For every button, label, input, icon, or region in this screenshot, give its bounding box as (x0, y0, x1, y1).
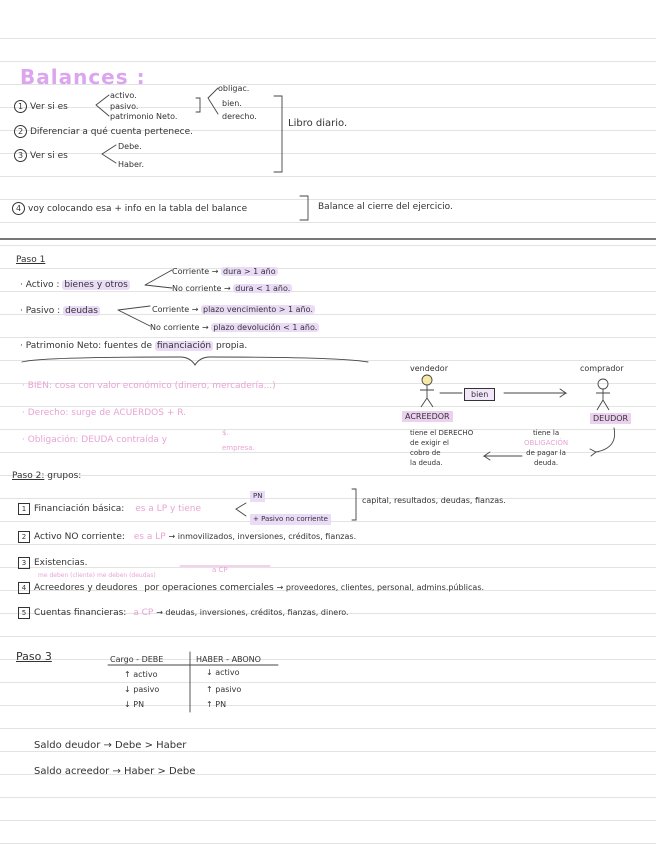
bracket-libro-diario (274, 96, 282, 172)
paso-1-heading: Paso 1 (16, 255, 46, 265)
option-activo: activo. (110, 91, 137, 100)
pasivo-no-corriente: No corriente → plazo devolución < 1 año. (150, 323, 318, 332)
fb-sub-pn: PN (250, 491, 265, 502)
bracket-balance (300, 196, 308, 220)
obligacion-definition: · Obligación: DEUDA contraída y (22, 435, 168, 445)
step-2-label: Diferenciar a qué cuenta pertenece. (30, 127, 193, 137)
bracket-y (196, 98, 200, 112)
step-1-label: Ver si es (30, 102, 68, 112)
vendedor-figure (420, 375, 434, 407)
libro-diario-label: Libro diario. (288, 118, 348, 129)
desc-text: de pagar la (526, 449, 566, 457)
haber-item: ↑ pasivo (206, 685, 242, 694)
group-rest: → inmovilizados, inversiones, créditos, fianzas. (168, 532, 357, 541)
col-debe-header: Cargo - DEBE (110, 655, 164, 664)
debe-item: ↓ PN (124, 700, 145, 709)
fb-sub-pasivo: + Pasivo no corriente (250, 514, 331, 525)
activo-no-corriente: No corriente → dura < 1 año. (172, 284, 291, 293)
activo-label: · Activo : (20, 280, 60, 290)
desc-text: OBLIGACIÓN (524, 439, 569, 447)
desc-text: tiene la (532, 429, 560, 437)
pn-end: propia. (215, 341, 248, 351)
debe-item: ↓ pasivo (124, 685, 160, 694)
group-number: 3 (18, 557, 30, 569)
pasivo-no-corriente-result: plazo devolución < 1 año. (213, 323, 318, 332)
desc-text: cobro de (410, 449, 441, 457)
pasivo-corriente-result: plazo vencimiento > 1 año. (203, 305, 313, 314)
sub-derecho: derecho. (222, 112, 257, 121)
brace-step-3 (102, 145, 116, 163)
pasivo-label: · Pasivo : (20, 306, 61, 316)
group-rest: → deudas, inversiones, créditos, fianzas, dinero. (156, 608, 349, 617)
obligacion-sub-2: empresa. (222, 444, 255, 452)
option-pasivo: pasivo. (110, 102, 139, 111)
col-haber-header: HABER - ABONO (196, 655, 261, 664)
comprador-figure (596, 379, 610, 410)
fb-bracket (352, 489, 356, 520)
haber-item: ↑ PN (206, 700, 227, 709)
activo-corriente: Corriente → dura > 1 año (172, 267, 276, 276)
activo-branch (145, 270, 172, 288)
activo-no-corriente-result: dura < 1 año. (235, 284, 291, 293)
pasivo-highlight: deudas (65, 306, 98, 316)
step-number: 3 (14, 149, 27, 162)
step-3-label: Ver si es (30, 151, 68, 161)
note-deudas: me deben (deudas) (96, 572, 156, 579)
acreedor-label: ACREEDOR (402, 411, 453, 422)
activo-corriente-label: Corriente (172, 267, 210, 276)
activo-corriente-result: dura > 1 año (223, 267, 276, 276)
pn-label: · Patrimonio Neto: fuentes de (20, 341, 153, 351)
paso-2-title: Paso 2: (12, 471, 45, 481)
pn-highlight: financiación (156, 341, 212, 351)
activo-highlight: bienes y otros (64, 280, 128, 290)
paso-3-heading: Paso 3 (16, 650, 52, 663)
option-patrimonio-neto: patrimonio Neto. (110, 112, 178, 121)
bien-definition: · BIEN: cosa con valor económico (dinero, mercadería...) (22, 381, 276, 391)
group-number: 4 (18, 582, 30, 594)
desc-text: de exigir el (410, 439, 449, 447)
balance-cierre-label: Balance al cierre del ejercicio. (318, 202, 453, 212)
fb-brace (236, 503, 246, 516)
activo-no-corriente-label: No corriente (172, 284, 222, 293)
note-cliente: me deben (cliente) (38, 572, 96, 579)
balances-title: Balances : (20, 65, 146, 89)
group-label: Financiación básica: (34, 504, 125, 514)
group-detail: a CP (133, 608, 154, 618)
group-number: 1 (18, 503, 30, 515)
deudor-arrow (590, 428, 615, 456)
group-label: Cuentas financieras: (34, 608, 127, 618)
group-number: 5 (18, 607, 30, 619)
step-number: 1 (14, 100, 27, 113)
step-number: 4 (12, 202, 25, 215)
fb-result: capital, resultados, deudas, fianzas. (362, 496, 506, 505)
brace-sub (208, 88, 218, 114)
vendedor-label: vendedor (410, 364, 448, 373)
bien-arrow (440, 389, 566, 397)
derecho-definition: · Derecho: surge de ACUERDOS + R. (22, 408, 187, 418)
group-detail: es a LP y tiene (135, 504, 201, 514)
group-rest: → proveedores, clientes, personal, admins.públicas. (276, 583, 485, 592)
desc-text: tiene el DERECHO (410, 429, 474, 437)
saldo-deudor: Saldo deudor → Debe > Haber (34, 740, 187, 751)
option-haber: Haber. (118, 160, 145, 169)
pasivo-no-corriente-label: No corriente (150, 323, 200, 332)
saldo-acreedor: Saldo acreedor → Haber > Debe (34, 766, 196, 777)
step-number: 2 (14, 125, 27, 138)
group-label: Acreedores y deudores (34, 583, 138, 593)
group-label: Existencias. (34, 558, 88, 568)
group-label: Activo NO corriente: (34, 532, 125, 542)
brace-step-1 (96, 95, 109, 116)
comprador-label: comprador (580, 364, 624, 373)
desc-text: deuda. (533, 459, 559, 467)
pago-arrow (484, 452, 522, 460)
option-debe: Debe. (118, 142, 142, 151)
curly-brace (22, 357, 368, 365)
obligacion-sub-1: $. (222, 429, 229, 437)
pasivo-corriente-label: Corriente (152, 305, 190, 314)
pasivo-corriente: Corriente → plazo vencimiento > 1 año. (152, 305, 313, 314)
note-cp: a CP (212, 566, 228, 574)
paso-2-subtitle: grupos: (47, 471, 82, 481)
debe-item: ↑ activo (124, 670, 158, 679)
group-detail: es a LP (133, 532, 166, 542)
desc-text: la deuda. (410, 459, 443, 467)
haber-item: ↓ activo (206, 668, 240, 677)
sub-bien: bien. (222, 99, 242, 108)
group-number: 2 (18, 531, 30, 543)
step-4-label: voy colocando esa + info en la tabla del balance (28, 204, 248, 214)
deudor-label: DEUDOR (590, 413, 631, 424)
pasivo-branch (118, 306, 150, 326)
group-detail: por operaciones comerciales (144, 583, 274, 593)
sub-obligacion: obligac. (218, 84, 250, 93)
bien-box: bien (464, 388, 495, 401)
